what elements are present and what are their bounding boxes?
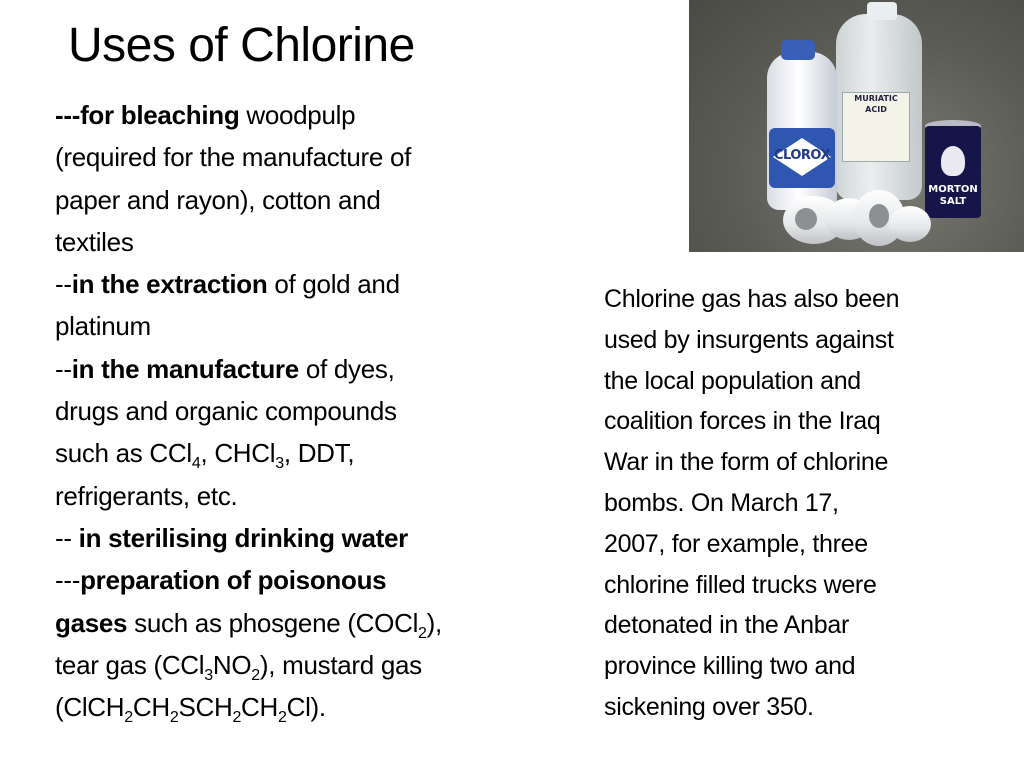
paragraph-line: bombs. On March 17, (604, 488, 839, 517)
formula-text: such as CCl (55, 438, 192, 469)
formula-text: , CHCl (200, 438, 276, 469)
muriatic-acid-label: MURIATIC ACID (842, 92, 910, 162)
use-manufacture (55, 348, 535, 390)
clorox-label: CLOROX (773, 148, 831, 163)
formula-text: CH (132, 692, 170, 723)
use-extraction-text: of gold and (267, 269, 400, 300)
use-sterilising-heading: in sterilising drinking water (78, 522, 409, 553)
use-gases-line3 (55, 644, 535, 686)
use-gases-prefix: --- (55, 565, 81, 596)
subscript: 2 (278, 709, 287, 727)
household-chemicals-photo (689, 0, 1024, 252)
use-extraction-heading: in the extraction (71, 269, 268, 300)
subscript: 2 (232, 709, 242, 727)
use-extraction-prefix: -- (55, 269, 72, 300)
paragraph-line: province killing two and (604, 652, 856, 681)
use-gases-line2 (55, 602, 535, 644)
iraq-war-paragraph (604, 279, 1004, 728)
jug-cap (867, 2, 897, 20)
salt-label-line2: SALT (939, 196, 967, 207)
paragraph-line: War in the form of chlorine (604, 448, 889, 477)
use-gases-line4 (55, 686, 535, 728)
formula-text: , DDT, (283, 438, 355, 469)
paragraph-line: detonated in the Anbar (604, 611, 849, 640)
use-bleaching-heading: ---for bleaching (55, 100, 240, 130)
formula-text: SCH (178, 692, 233, 723)
formula-text: tear gas (CCl (55, 649, 205, 680)
use-manufacture-line4: refrigerants, etc. (55, 480, 238, 511)
use-manufacture-prefix: -- (55, 353, 72, 384)
subscript: 2 (124, 709, 133, 727)
slide-title: Uses of Chlorine (68, 19, 415, 72)
formula-text: NO (212, 649, 252, 680)
use-bleaching-text: woodpulp (239, 100, 356, 130)
pvc-fitting-opening (869, 204, 889, 228)
pvc-fitting-opening (795, 208, 817, 230)
salt-logo (941, 146, 965, 176)
paragraph-line: sickening over 350. (604, 692, 814, 721)
formula-text: CH (241, 692, 278, 723)
subscript: 3 (204, 666, 213, 684)
use-sterilising (55, 517, 535, 559)
formula-text: (ClCH (55, 692, 125, 723)
pvc-fitting (889, 206, 931, 242)
salt-label-line1: MORTON (928, 184, 978, 195)
paragraph-line: Chlorine gas has also been (604, 285, 900, 313)
subscript: 2 (169, 709, 179, 727)
use-sterilising-prefix: -- (55, 522, 79, 553)
use-extraction-line2: platinum (55, 311, 151, 342)
use-bleaching-line3: paper and rayon), cotton and (55, 184, 381, 215)
use-extraction (55, 263, 535, 305)
paragraph-line: used by insurgents against (604, 325, 894, 354)
subscript: 2 (418, 624, 427, 642)
paragraph-line: coalition forces in the Iraq (604, 407, 881, 436)
use-bleaching-line2: (required for the manufacture of (55, 142, 412, 173)
use-manufacture-line3 (55, 432, 535, 474)
use-gases-heading: preparation of poisonous (80, 565, 387, 596)
subscript: 4 (191, 455, 201, 473)
use-manufacture-text: of dyes, (298, 353, 395, 384)
paragraph-line: chlorine filled trucks were (604, 570, 877, 599)
subscript: 3 (275, 455, 284, 473)
use-bleaching-line4: textiles (55, 226, 134, 257)
formula-text: ), (426, 607, 442, 638)
use-manufacture-line2: drugs and organic compounds (55, 396, 397, 427)
use-manufacture-heading: in the manufacture (71, 353, 299, 384)
use-poisonous-gases (55, 559, 535, 601)
use-gases-heading-cont: gases (55, 607, 128, 638)
use-bleaching (55, 94, 535, 136)
uses-list (55, 94, 535, 728)
formula-text: such as phosgene (COCl (127, 607, 419, 638)
subscript: 2 (251, 666, 260, 684)
paragraph-line: 2007, for example, three (604, 529, 868, 558)
formula-text: Cl). (286, 692, 326, 723)
paragraph-line: the local population and (604, 366, 861, 395)
morton-salt-label (925, 184, 981, 210)
clorox-cap (781, 40, 815, 60)
formula-text: ), mustard gas (259, 649, 422, 680)
